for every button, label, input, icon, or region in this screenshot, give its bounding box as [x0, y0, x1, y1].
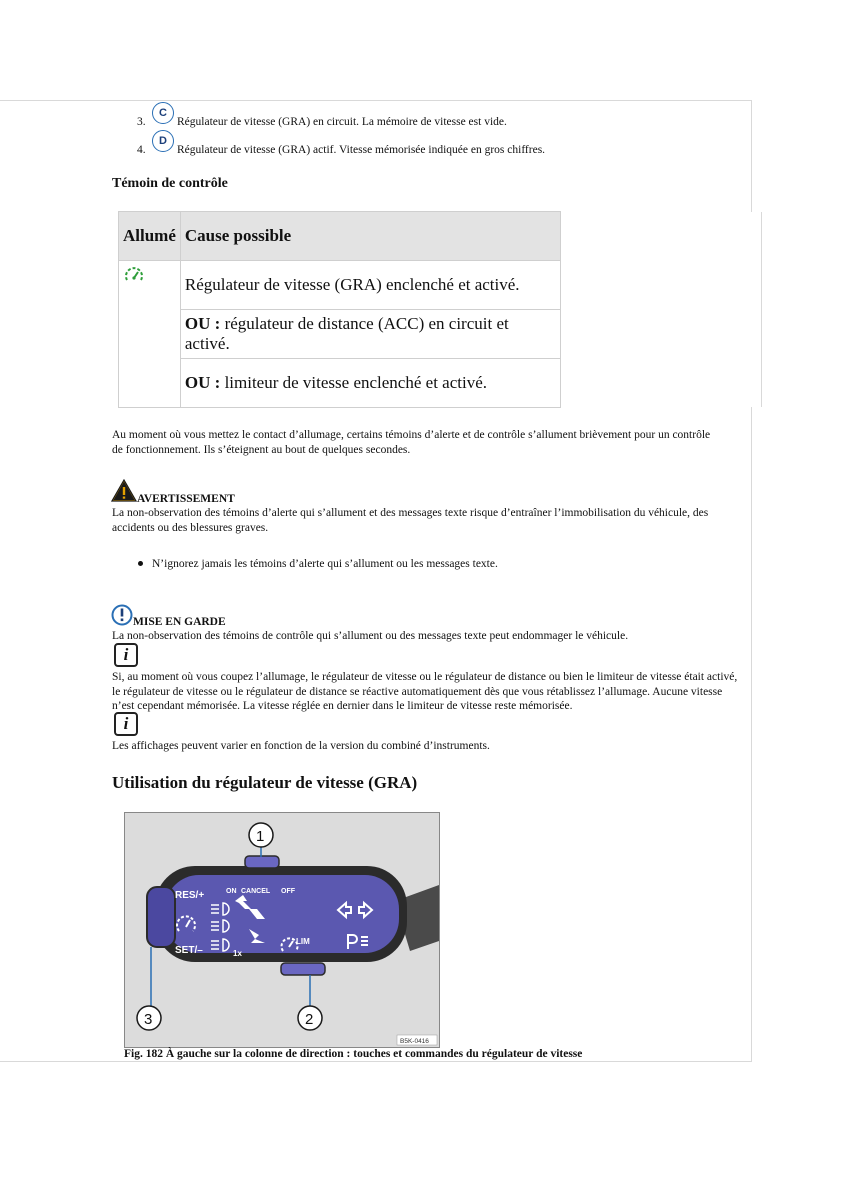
- display-c-letter: C: [159, 107, 167, 119]
- table-row: [119, 261, 561, 310]
- frame-right-line-2: [761, 212, 762, 407]
- warning-triangle-icon: [111, 479, 137, 502]
- info-note-icon: i: [114, 712, 138, 736]
- section-heading: Utilisation du régulateur de vitesse (GRA): [112, 773, 418, 792]
- cruise-control-green-icon: [123, 267, 145, 283]
- table-cell-cause-3: [180, 359, 560, 408]
- caution-text: La non-observation des témoins de contrôle qui s’allument ou des messages texte peut endommager le véhicule.: [112, 630, 629, 642]
- frame-bottom-line: [0, 1061, 752, 1062]
- caution-title: MISE EN GARDE: [133, 616, 226, 628]
- caution-circle-icon: [111, 604, 133, 626]
- warning-bullet: N’ignorez jamais les témoins d’alerte qui s’allument ou les messages texte.: [152, 558, 498, 570]
- figure-stalk-illustration: [124, 812, 440, 1048]
- cause-3-text: limiteur de vitesse enclenché et activé.: [220, 373, 487, 392]
- table-header-row: [119, 212, 561, 261]
- list-number-3: 3.: [137, 116, 146, 128]
- display-c-icon: [152, 102, 174, 124]
- bullet-dot: [138, 561, 143, 566]
- indicator-table: [118, 211, 561, 408]
- warning-title: AVERTISSEMENT: [137, 493, 235, 505]
- intro-paragraph: Au moment où vous mettez le contact d’allumage, certains témoins d’alerte et de contrôle s’allument brièvement pour un contrôle de fonctionnement. Ils s’éteignent au bout de quelques secondes.: [112, 429, 711, 456]
- label-on: ON: [226, 888, 237, 895]
- stalk-drawing: [125, 813, 439, 1047]
- callout-1: 1: [256, 828, 265, 845]
- list-item-4-text: Régulateur de vitesse (GRA) actif. Vitesse mémorisée indiquée en gros chiffres.: [177, 144, 546, 156]
- label-1x: 1x: [233, 949, 242, 958]
- label-off: OFF: [281, 888, 295, 895]
- figure-code: B5K-0416: [400, 1038, 429, 1045]
- or-label: OU :: [184, 314, 221, 333]
- warning-text: La non-observation des témoins d’alerte qui s’allument et des messages texte risque d’entraîner l’immobilisation du véhicule, des accidents ou des blessures graves.: [112, 507, 709, 534]
- label-cancel: CANCEL: [241, 888, 271, 895]
- callout-3: 3: [144, 1011, 153, 1028]
- table-cell-cause-2: [180, 310, 560, 359]
- or-label: OU :: [184, 373, 221, 392]
- display-d-icon: [152, 130, 174, 152]
- display-d-letter: D: [159, 135, 167, 147]
- label-set: SET/–: [175, 945, 203, 956]
- info-note-icon: i: [114, 643, 138, 667]
- figure-caption: Fig. 182 À gauche sur la colonne de direction : touches et commandes du régulateur de vitesse: [124, 1048, 583, 1060]
- table-row: [119, 310, 561, 359]
- frame-right-line-3: [751, 407, 752, 1062]
- frame-right-line: [751, 100, 752, 212]
- temoin-heading: Témoin de contrôle: [112, 176, 228, 191]
- list-item-3-text: Régulateur de vitesse (GRA) en circuit. La mémoire de vitesse est vide.: [177, 116, 507, 128]
- note-1-text: Si, au moment où vous coupez l’allumage, le régulateur de vitesse ou le régulateur de distance ou bien le limiteur de vitesse était activé, le régulateur de vitesse ou le régulateur de distance se réactive automatiquement dès que vous rétablissez l’allumage. Aucune vitesse n’est cependant mémorisée. La vitesse réglée en dernier dans le limiteur de vitesse reste mémorisée.: [112, 671, 738, 712]
- table-header-allume: Allumé: [119, 212, 181, 261]
- note-2-text: Les affichages peuvent varier en fonction de la version du combiné d’instruments.: [112, 740, 490, 752]
- table-header-cause: Cause possible: [180, 212, 560, 261]
- table-icon-cell: [119, 261, 181, 408]
- table-row: [119, 359, 561, 408]
- cause-2-text: régulateur de distance (ACC) en circuit et activé.: [184, 314, 509, 353]
- label-res: RES/+: [175, 890, 205, 901]
- list-number-4: 4.: [137, 144, 146, 156]
- callout-2: 2: [305, 1011, 314, 1028]
- frame-top-line: [0, 100, 752, 101]
- table-cell-cause-1: Régulateur de vitesse (GRA) enclenché et activé.: [180, 261, 560, 310]
- label-lim: LIM: [296, 937, 310, 946]
